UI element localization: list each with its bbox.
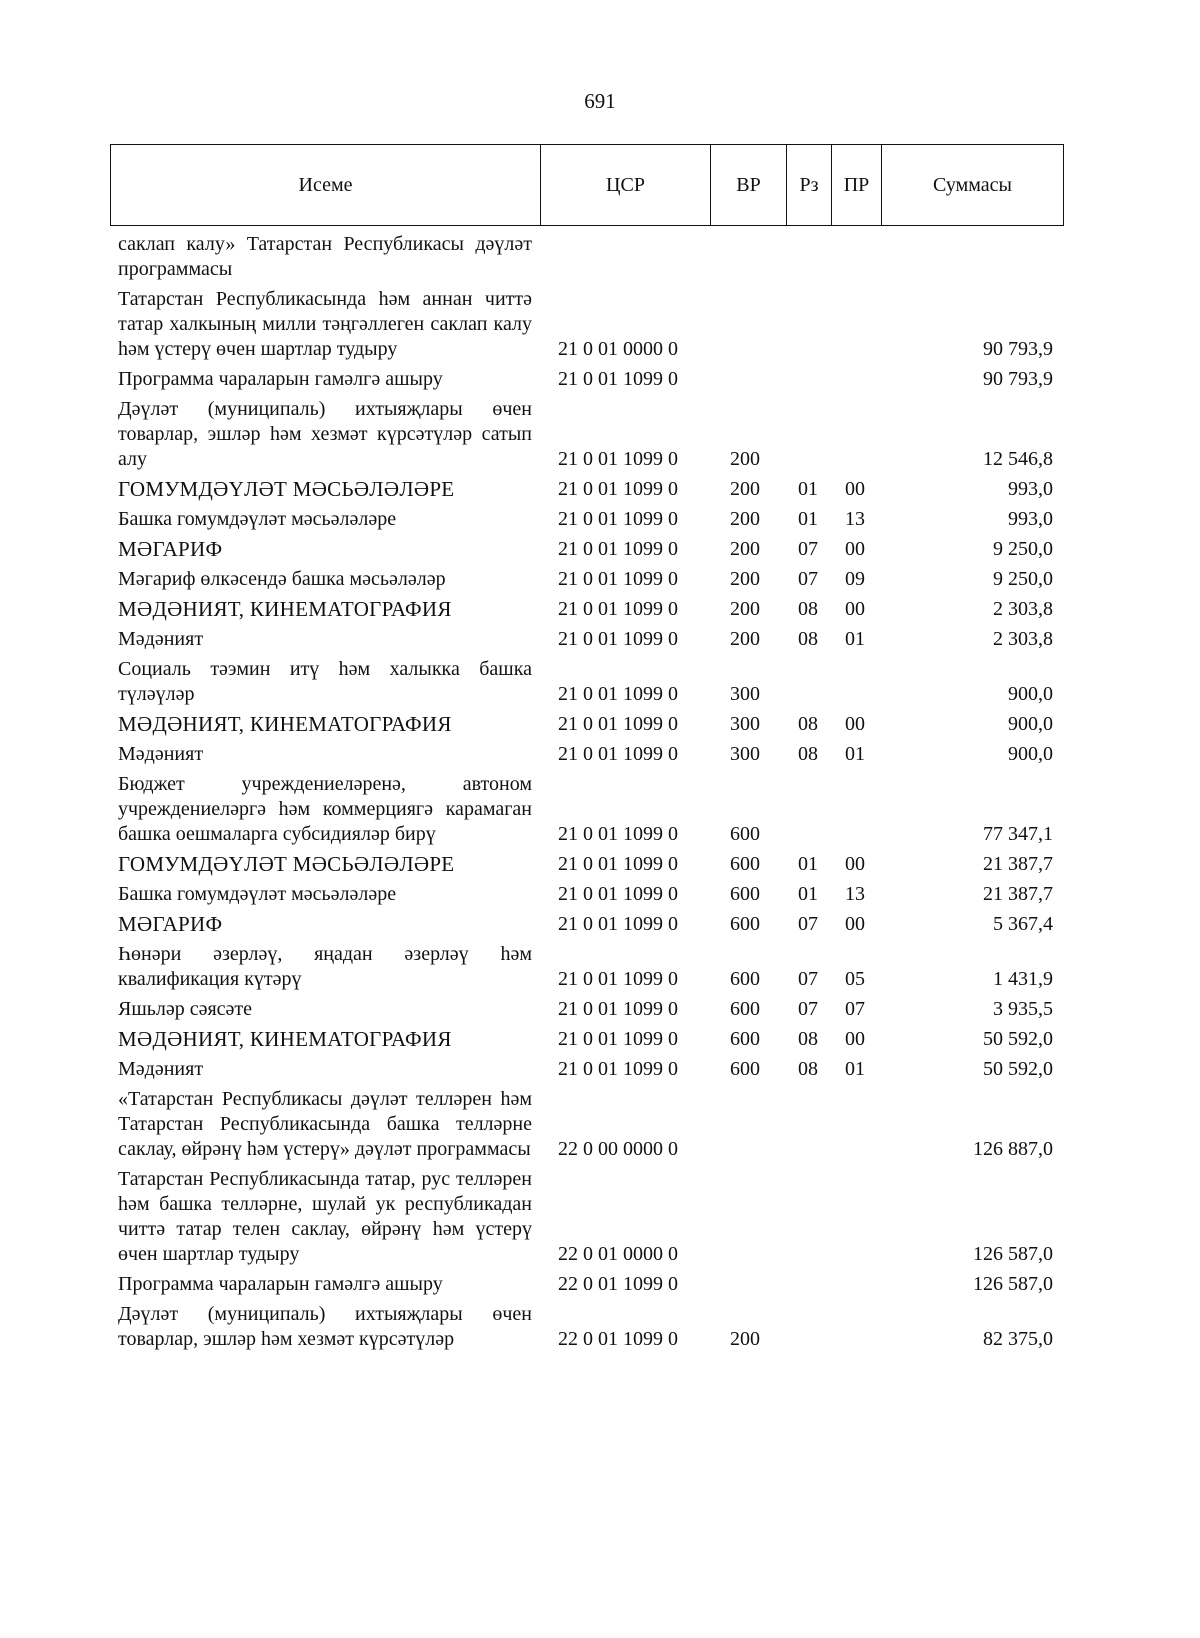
cell-pr: 00 xyxy=(845,538,865,560)
cell-csr: 21 0 01 1099 0 xyxy=(558,598,678,620)
cell-name: ГОМУМДӘҮЛӘТ МӘСЬӘЛӘЛӘРЕ xyxy=(118,477,455,501)
cell-name: ГОМУМДӘҮЛӘТ МӘСЬӘЛӘЛӘРЕ xyxy=(118,852,455,876)
cell-csr: 21 0 01 1099 0 xyxy=(558,913,678,935)
cell-sum: 82 375,0 xyxy=(983,1328,1053,1350)
table-row xyxy=(110,1269,1063,1299)
cell-name: Бюджет учреждениеләренә, автоном учреждениеләргә һәм коммерциягә карамаган башка оешмаларга субсидияләр бирү xyxy=(118,773,532,845)
cell-rz xyxy=(786,364,831,394)
column-header-name: Исеме xyxy=(111,145,541,226)
cell-vr: 300 xyxy=(730,743,760,765)
cell-rz: 08 xyxy=(798,628,818,650)
cell-csr: 21 0 01 1099 0 xyxy=(558,713,678,735)
cell-csr: 21 0 01 1099 0 xyxy=(558,1028,678,1050)
cell-rz xyxy=(786,394,831,474)
cell-sum: 9 250,0 xyxy=(993,538,1053,560)
cell-csr: 21 0 01 1099 0 xyxy=(558,998,678,1020)
cell-sum: 90 793,9 xyxy=(983,338,1053,360)
cell-pr xyxy=(831,394,881,474)
table-row xyxy=(110,709,1063,739)
cell-pr: 05 xyxy=(845,968,865,990)
cell-sum: 900,0 xyxy=(1008,683,1053,705)
cell-vr xyxy=(710,284,786,364)
cell-name: МӘДӘНИЯТ, КИНЕМАТОГРАФИЯ xyxy=(118,1027,452,1051)
cell-csr: 21 0 01 0000 0 xyxy=(558,338,678,360)
cell-pr: 00 xyxy=(845,713,865,735)
cell-vr: 200 xyxy=(730,478,760,500)
table-row xyxy=(110,394,1063,474)
column-header-rz: Рз xyxy=(787,145,832,226)
cell-vr: 200 xyxy=(730,448,760,470)
cell-name: Татарстан Республикасында һәм аннан читтә татар халкының милли тәңгәллеген саклап калу һәм үстерү өчен шартлар тудыру xyxy=(118,288,532,360)
cell-sum: 993,0 xyxy=(1008,508,1053,530)
table-row xyxy=(110,1299,1063,1354)
cell-sum: 993,0 xyxy=(1008,478,1053,500)
cell-name: МӘГАРИФ xyxy=(118,537,223,561)
cell-vr xyxy=(710,1084,786,1164)
cell-pr xyxy=(831,232,881,284)
cell-csr xyxy=(540,232,710,284)
cell-pr: 13 xyxy=(845,883,865,905)
cell-pr: 13 xyxy=(845,508,865,530)
table-row xyxy=(110,1164,1063,1269)
cell-rz xyxy=(786,1164,831,1269)
cell-vr: 300 xyxy=(730,713,760,735)
cell-csr: 21 0 01 1099 0 xyxy=(558,508,678,530)
cell-sum: 12 546,8 xyxy=(983,448,1053,470)
cell-sum: 2 303,8 xyxy=(993,628,1053,650)
budget-table xyxy=(110,232,1063,1354)
cell-vr: 600 xyxy=(730,1028,760,1050)
cell-rz xyxy=(786,284,831,364)
cell-sum: 50 592,0 xyxy=(983,1028,1053,1050)
cell-name: Башка гомумдәүләт мәсьәләләре xyxy=(118,508,397,530)
cell-name: Башка гомумдәүләт мәсьәләләре xyxy=(118,883,397,905)
cell-csr: 22 0 01 1099 0 xyxy=(558,1328,678,1350)
cell-rz: 01 xyxy=(798,478,818,500)
cell-rz: 01 xyxy=(798,883,818,905)
cell-name: Программа чараларын гамәлгә ашыру xyxy=(118,368,443,390)
cell-vr xyxy=(710,1269,786,1299)
cell-csr: 22 0 01 1099 0 xyxy=(558,1273,678,1295)
cell-rz: 08 xyxy=(798,743,818,765)
cell-csr: 22 0 00 0000 0 xyxy=(558,1138,678,1160)
cell-name: Мәгариф өлкәсендә башка мәсьәләләр xyxy=(118,568,446,590)
cell-name: МӘДӘНИЯТ, КИНЕМАТОГРАФИЯ xyxy=(118,712,452,736)
cell-vr: 200 xyxy=(730,1328,760,1350)
cell-name: Социаль тәэмин итү һәм халыкка башка түләүләр xyxy=(118,658,532,705)
table-row xyxy=(110,474,1063,504)
cell-name: Дәүләт (муниципаль) ихтыяҗлары өчен товарлар, эшләр һәм хезмәт күрсәтүләр xyxy=(118,1303,532,1350)
table-row xyxy=(110,504,1063,534)
cell-pr: 00 xyxy=(845,478,865,500)
cell-name: МӘДӘНИЯТ, КИНЕМАТОГРАФИЯ xyxy=(118,597,452,621)
column-header-pr: ПР xyxy=(832,145,882,226)
cell-csr: 21 0 01 1099 0 xyxy=(558,478,678,500)
cell-name: саклап калу» Татарстан Республикасы дәүләт программасы xyxy=(118,233,532,280)
cell-pr: 01 xyxy=(845,628,865,650)
cell-vr: 600 xyxy=(730,968,760,990)
cell-rz xyxy=(786,1299,831,1354)
cell-csr: 21 0 01 1099 0 xyxy=(558,368,678,390)
table-row xyxy=(110,879,1063,909)
cell-vr: 600 xyxy=(730,1058,760,1080)
table-row xyxy=(110,534,1063,564)
table-row xyxy=(110,909,1063,939)
cell-csr: 21 0 01 1099 0 xyxy=(558,968,678,990)
cell-pr: 01 xyxy=(845,743,865,765)
cell-name: «Татарстан Республикасы дәүләт телләрен һәм Татарстан Республикасында башка телләрне саклау, өйрәнү һәм үстерү» дәүләт программасы xyxy=(118,1088,532,1160)
cell-sum: 5 367,4 xyxy=(993,913,1053,935)
column-header-vr: ВР xyxy=(711,145,787,226)
cell-pr xyxy=(831,769,881,849)
cell-pr: 09 xyxy=(845,568,865,590)
cell-sum: 126 587,0 xyxy=(973,1273,1053,1295)
cell-pr xyxy=(831,284,881,364)
cell-name: Мәдәният xyxy=(118,628,204,650)
table-row xyxy=(110,1024,1063,1054)
cell-sum: 77 347,1 xyxy=(983,823,1053,845)
cell-name: Мәдәният xyxy=(118,1058,204,1080)
cell-csr: 22 0 01 0000 0 xyxy=(558,1243,678,1265)
page-number: 691 xyxy=(584,89,616,113)
cell-name: Мәдәният xyxy=(118,743,204,765)
table-row xyxy=(110,232,1063,284)
table-row xyxy=(110,1054,1063,1084)
cell-rz: 07 xyxy=(798,968,818,990)
table-row xyxy=(110,364,1063,394)
cell-pr: 00 xyxy=(845,853,865,875)
cell-sum: 1 431,9 xyxy=(993,968,1053,990)
table-row xyxy=(110,564,1063,594)
cell-rz: 07 xyxy=(798,568,818,590)
cell-csr: 21 0 01 1099 0 xyxy=(558,853,678,875)
cell-sum: 900,0 xyxy=(1008,743,1053,765)
cell-vr: 600 xyxy=(730,913,760,935)
cell-rz: 08 xyxy=(798,1028,818,1050)
cell-pr: 00 xyxy=(845,1028,865,1050)
cell-csr: 21 0 01 1099 0 xyxy=(558,823,678,845)
cell-sum xyxy=(881,232,1063,284)
table-row xyxy=(110,1084,1063,1164)
cell-pr: 00 xyxy=(845,598,865,620)
cell-csr: 21 0 01 1099 0 xyxy=(558,568,678,590)
cell-rz xyxy=(786,769,831,849)
column-header-sum: Суммасы xyxy=(882,145,1064,226)
cell-csr: 21 0 01 1099 0 xyxy=(558,1058,678,1080)
cell-vr: 600 xyxy=(730,883,760,905)
cell-vr: 600 xyxy=(730,998,760,1020)
cell-sum: 126 887,0 xyxy=(973,1138,1053,1160)
table-row xyxy=(110,624,1063,654)
cell-rz: 08 xyxy=(798,598,818,620)
cell-vr: 200 xyxy=(730,538,760,560)
cell-rz: 07 xyxy=(798,998,818,1020)
cell-name: Һөнәри әзерләү, яңадан әзерләү һәм квалификация күтәрү xyxy=(118,943,532,990)
cell-csr: 21 0 01 1099 0 xyxy=(558,743,678,765)
cell-vr: 200 xyxy=(730,508,760,530)
cell-vr: 600 xyxy=(730,823,760,845)
cell-pr: 00 xyxy=(845,913,865,935)
cell-pr xyxy=(831,1164,881,1269)
cell-vr: 300 xyxy=(730,683,760,705)
cell-sum: 90 793,9 xyxy=(983,368,1053,390)
cell-pr: 01 xyxy=(845,1058,865,1080)
cell-csr: 21 0 01 1099 0 xyxy=(558,538,678,560)
cell-rz: 08 xyxy=(798,713,818,735)
cell-csr: 21 0 01 1099 0 xyxy=(558,448,678,470)
cell-pr xyxy=(831,1269,881,1299)
table-row xyxy=(110,939,1063,994)
cell-rz: 01 xyxy=(798,853,818,875)
column-header-csr: ЦСР xyxy=(541,145,711,226)
cell-rz xyxy=(786,232,831,284)
cell-vr: 200 xyxy=(730,628,760,650)
cell-rz: 07 xyxy=(798,538,818,560)
table-header xyxy=(110,144,1064,226)
cell-sum: 21 387,7 xyxy=(983,853,1053,875)
cell-rz xyxy=(786,1084,831,1164)
cell-name: Татарстан Республикасында татар, рус телләрен һәм башка телләрне, шулай ук республикадан читтә татар телен саклау, өйрәнү һәм үстерү өчен шартлар тудыру xyxy=(118,1168,532,1265)
cell-sum: 900,0 xyxy=(1008,713,1053,735)
cell-sum: 126 587,0 xyxy=(973,1243,1053,1265)
cell-pr xyxy=(831,654,881,709)
cell-pr xyxy=(831,1084,881,1164)
table-row xyxy=(110,849,1063,879)
cell-name: Дәүләт (муниципаль) ихтыяҗлары өчен товарлар, эшләр һәм хезмәт күрсәтүләр сатып алу xyxy=(118,398,532,470)
cell-sum: 3 935,5 xyxy=(993,998,1053,1020)
cell-vr xyxy=(710,1164,786,1269)
cell-sum: 2 303,8 xyxy=(993,598,1053,620)
cell-sum: 9 250,0 xyxy=(993,568,1053,590)
cell-rz: 08 xyxy=(798,1058,818,1080)
table-row xyxy=(110,769,1063,849)
cell-rz xyxy=(786,1269,831,1299)
cell-rz: 01 xyxy=(798,508,818,530)
cell-csr: 21 0 01 1099 0 xyxy=(558,628,678,650)
cell-name: Программа чараларын гамәлгә ашыру xyxy=(118,1273,443,1295)
cell-rz: 07 xyxy=(798,913,818,935)
table-row xyxy=(110,594,1063,624)
cell-vr: 200 xyxy=(730,568,760,590)
cell-rz xyxy=(786,654,831,709)
cell-pr: 07 xyxy=(845,998,865,1020)
table-row xyxy=(110,654,1063,709)
cell-vr xyxy=(710,232,786,284)
cell-csr: 21 0 01 1099 0 xyxy=(558,683,678,705)
cell-sum: 50 592,0 xyxy=(983,1058,1053,1080)
table-row xyxy=(110,739,1063,769)
cell-vr xyxy=(710,364,786,394)
cell-vr: 600 xyxy=(730,853,760,875)
table-row xyxy=(110,994,1063,1024)
cell-pr xyxy=(831,1299,881,1354)
table-row xyxy=(110,284,1063,364)
cell-csr: 21 0 01 1099 0 xyxy=(558,883,678,905)
cell-name: Яшьләр сәясәте xyxy=(118,998,253,1020)
cell-vr: 200 xyxy=(730,598,760,620)
cell-sum: 21 387,7 xyxy=(983,883,1053,905)
cell-pr xyxy=(831,364,881,394)
cell-name: МӘГАРИФ xyxy=(118,912,223,936)
